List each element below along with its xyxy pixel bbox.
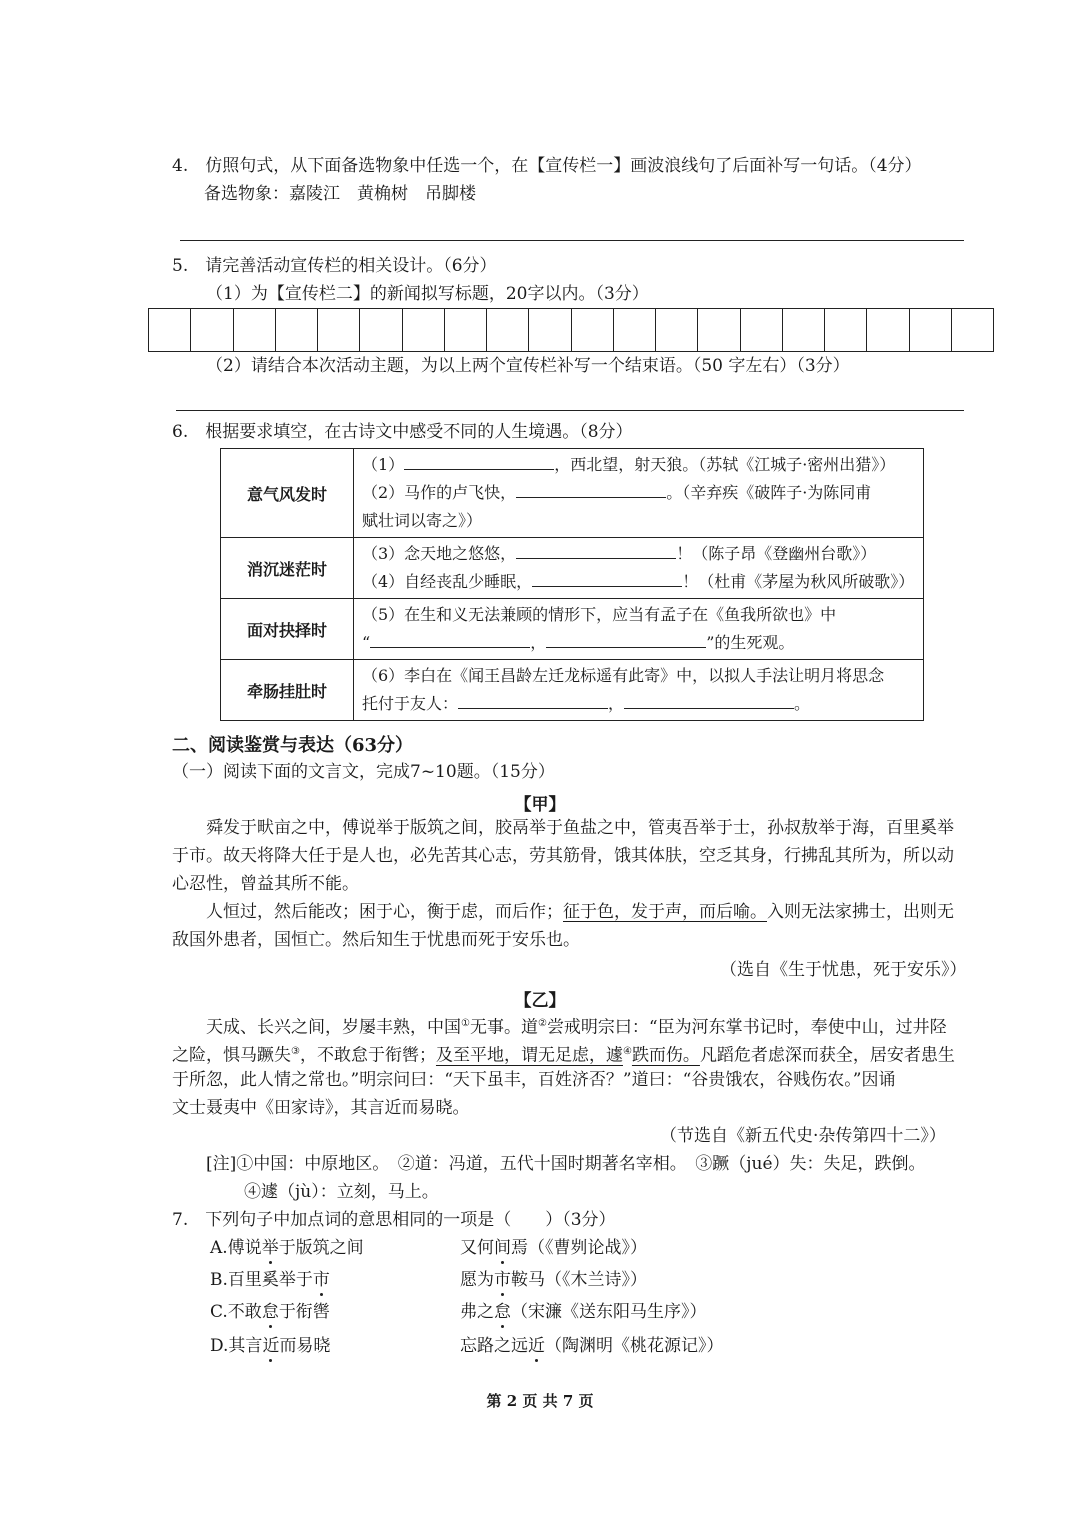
jia-line-5: 敌国外患者，国恒亡。然后知生于忧患而死于安乐也。 bbox=[172, 930, 580, 950]
q7-option-a-left[interactable]: A.傅说举于版筑之间 bbox=[210, 1238, 364, 1258]
row-category: 意气风发时 bbox=[221, 449, 354, 538]
title-box bbox=[614, 309, 656, 351]
answer-blank[interactable] bbox=[516, 479, 666, 498]
row-category: 牵肠挂肚时 bbox=[221, 660, 354, 721]
yi-line-1: 天成、长兴之间，岁屡丰熟，中国①无事。道②尝戒明宗曰：“臣为河东掌书记时，奉使中山，过井陉 bbox=[206, 1017, 947, 1038]
q7-option-c-left[interactable]: C.不敢怠于衔辔 bbox=[210, 1302, 330, 1322]
q5-title-boxes bbox=[148, 308, 994, 352]
q7-option-c-right: 弗之怠（宋濂《送东阳马生序》） bbox=[460, 1302, 707, 1322]
title-box bbox=[487, 309, 529, 351]
row-category: 面对抉择时 bbox=[221, 599, 354, 660]
answer-blank[interactable] bbox=[458, 690, 608, 709]
q4-stem: 4. 仿照句式，从下面备选物象中任选一个，在【宣传栏一】画波浪线句了后面补写一句话。（4分） bbox=[172, 156, 922, 176]
jia-title: 【甲】 bbox=[514, 795, 566, 815]
row-content: （6）李白在《闻王昌龄左迁龙标遥有此寄》中，以拟人手法让明月将思念 托付于友人： ， 。 bbox=[354, 660, 924, 721]
q5-sub1: （1）为【宣传栏二】的新闻拟写标题，20字以内。（3分） bbox=[206, 284, 649, 304]
yi-line-4: 文士聂夷中《田家诗》，其言近而易晓。 bbox=[172, 1098, 470, 1118]
title-box bbox=[360, 309, 402, 351]
yi-source: （节选自《新五代史·杂传第四十二》） bbox=[660, 1126, 946, 1146]
q5-sub2: （2）请结合本次活动主题，为以上两个宣传栏补写一个结束语。（50 字左右）（3分） bbox=[206, 356, 850, 376]
part1-instruction: （一）阅读下面的文言文，完成7~10题。（15分） bbox=[172, 762, 555, 782]
answer-blank[interactable] bbox=[532, 568, 682, 587]
title-box bbox=[191, 309, 233, 351]
q4-options: 备选物象：嘉陵江 黄桷树 吊脚楼 bbox=[204, 184, 476, 204]
page-number: 第 2 页 共 7 页 bbox=[486, 1392, 594, 1410]
section-title: 二、阅读鉴赏与表达（63分） bbox=[172, 735, 414, 756]
title-box bbox=[149, 309, 191, 351]
jia-line-1: 舜发于畎亩之中，傅说举于版筑之间，胶鬲举于鱼盐之中，管夷吾举于士，孙叔敖举于海，百里奚举 bbox=[206, 818, 954, 838]
title-box bbox=[403, 309, 445, 351]
title-box bbox=[910, 309, 952, 351]
title-box bbox=[825, 309, 867, 351]
answer-blank[interactable] bbox=[516, 540, 676, 559]
row-content: （1） ，西北望，射天狼。（苏轼《江城子·密州出猎》） （2）马作的卢飞快， 。（辛弃疾《破阵子·为陈同甫 赋壮词以寄之》） bbox=[354, 449, 924, 538]
table-row bbox=[221, 538, 924, 599]
title-box bbox=[276, 309, 318, 351]
title-box bbox=[783, 309, 825, 351]
table-row bbox=[221, 449, 924, 538]
answer-blank[interactable] bbox=[370, 629, 530, 648]
title-box bbox=[698, 309, 740, 351]
title-box bbox=[234, 309, 276, 351]
table-row bbox=[221, 660, 924, 721]
title-box bbox=[529, 309, 571, 351]
answer-blank[interactable] bbox=[404, 451, 554, 470]
row-category: 消沉迷茫时 bbox=[221, 538, 354, 599]
q5-stem: 5. 请完善活动宣传栏的相关设计。（6分） bbox=[172, 256, 497, 276]
title-box bbox=[741, 309, 783, 351]
q5-answer-line bbox=[176, 410, 964, 411]
title-box bbox=[572, 309, 614, 351]
row-content: （5）在生和义无法兼顾的情形下，应当有孟子在《鱼我所欲也》中 “ ， ”的生死观。 bbox=[354, 599, 924, 660]
jia-line-4: 人恒过，然后能改；困于心，衡于虑，而后作；征于色，发于声，而后喻。入则无法家拂士，出则无 bbox=[206, 902, 954, 922]
answer-blank[interactable] bbox=[546, 629, 706, 648]
notes-line-1: [注]①中国：中原地区。 ②道：冯道，五代十国时期著名宰相。 ③蹶（jué）失：失足，跌倒。 bbox=[206, 1154, 926, 1174]
q7-option-a-right: 又何间焉（《曹刿论战》） bbox=[460, 1238, 647, 1258]
title-box bbox=[318, 309, 360, 351]
q7-option-b-right: 愿为市鞍马（《木兰诗》） bbox=[460, 1270, 647, 1290]
yi-line-2: 之险，惧马蹶失③，不敢怠于衔辔；及至平地，谓无足虑，遽④跌而伤。凡蹈危者虑深而获全，居安者患生 bbox=[172, 1045, 955, 1066]
q6-table bbox=[220, 448, 924, 721]
notes-line-2: ④遽（jù）：立刻，马上。 bbox=[244, 1182, 439, 1202]
q7-stem: 7. 下列句子中加点词的意思相同的一项是（ ）（3分） bbox=[172, 1210, 616, 1230]
yi-line-3: 于所忽，此人情之常也。”明宗问曰：“天下虽丰，百姓济否？”道曰：“谷贵饿农，谷贱伤农。”因诵 bbox=[172, 1070, 896, 1090]
row-content: （3）念天地之悠悠， ！（陈子昂《登幽州台歌》） （4）自经丧乱少睡眠， ！（杜甫《茅屋为秋风所破歌》） bbox=[354, 538, 924, 599]
q7-option-d-left[interactable]: D.其言近而易晓 bbox=[210, 1336, 331, 1356]
title-box bbox=[952, 309, 993, 351]
jia-line-2: 于市。故天将降大任于是人也，必先苦其心志，劳其筋骨，饿其体肤，空乏其身，行拂乱其所为，所以动 bbox=[172, 846, 954, 866]
yi-title: 【乙】 bbox=[514, 991, 566, 1011]
title-box bbox=[867, 309, 909, 351]
answer-blank[interactable] bbox=[624, 690, 794, 709]
q7-option-d-right: 忘路之远近（陶渊明《桃花源记》） bbox=[460, 1336, 724, 1356]
jia-line-3: 心忍性，曾益其所不能。 bbox=[172, 874, 359, 894]
jia-source: （选自《生于忧患，死于安乐》） bbox=[720, 960, 967, 980]
q4-answer-line bbox=[180, 240, 964, 241]
q7-option-b-left[interactable]: B.百里奚举于市 bbox=[210, 1270, 330, 1290]
table-row bbox=[221, 599, 924, 660]
title-box bbox=[445, 309, 487, 351]
q6-stem: 6. 根据要求填空，在古诗文中感受不同的人生境遇。（8分） bbox=[172, 422, 633, 442]
title-box bbox=[656, 309, 698, 351]
